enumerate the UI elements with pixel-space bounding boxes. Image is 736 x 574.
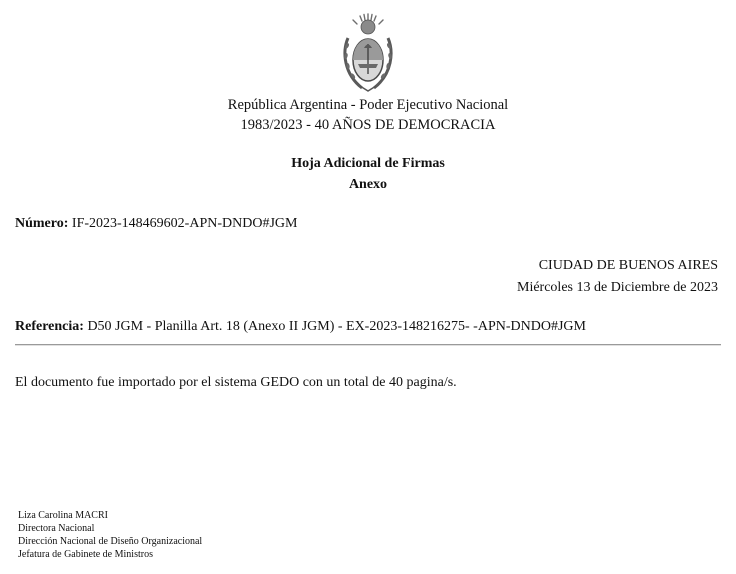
signer-name: Liza Carolina MACRI bbox=[18, 510, 108, 521]
header-line-anniversary: 1983/2023 - 40 AÑOS DE DEMOCRACIA bbox=[240, 117, 496, 133]
signer-department: Jefatura de Gabinete de Ministros bbox=[18, 549, 153, 560]
city-label: CIUDAD DE BUENOS AIRES bbox=[538, 258, 718, 273]
reference-value: D50 JGM - Planilla Art. 18 (Anexo II JGM) - EX-2023-148216275- -APN-DNDO#JGM bbox=[87, 319, 586, 334]
signature-block bbox=[18, 509, 202, 561]
horizontal-divider bbox=[15, 344, 721, 346]
document-subtitle: Anexo bbox=[348, 177, 388, 192]
document-number-value: IF-2023-148469602-APN-DNDO#JGM bbox=[71, 216, 298, 231]
signer-role: Directora Nacional bbox=[18, 523, 95, 534]
document-number-label: Número: bbox=[15, 216, 69, 231]
body-paragraph: El documento fue importado por el sistema GEDO con un total de 40 pagina/s. bbox=[15, 375, 457, 390]
reference-line bbox=[15, 318, 586, 336]
reference-label: Referencia: bbox=[15, 319, 84, 334]
document-number bbox=[15, 215, 297, 233]
signer-office: Dirección Nacional de Diseño Organizacional bbox=[18, 536, 203, 547]
document-title: Hoja Adicional de Firmas bbox=[291, 156, 445, 171]
date-label: Miércoles 13 de Diciembre de 2023 bbox=[517, 280, 718, 295]
header-line-government: República Argentina - Poder Ejecutivo Nacional bbox=[227, 97, 509, 113]
argentina-coat-of-arms-icon bbox=[336, 12, 400, 96]
